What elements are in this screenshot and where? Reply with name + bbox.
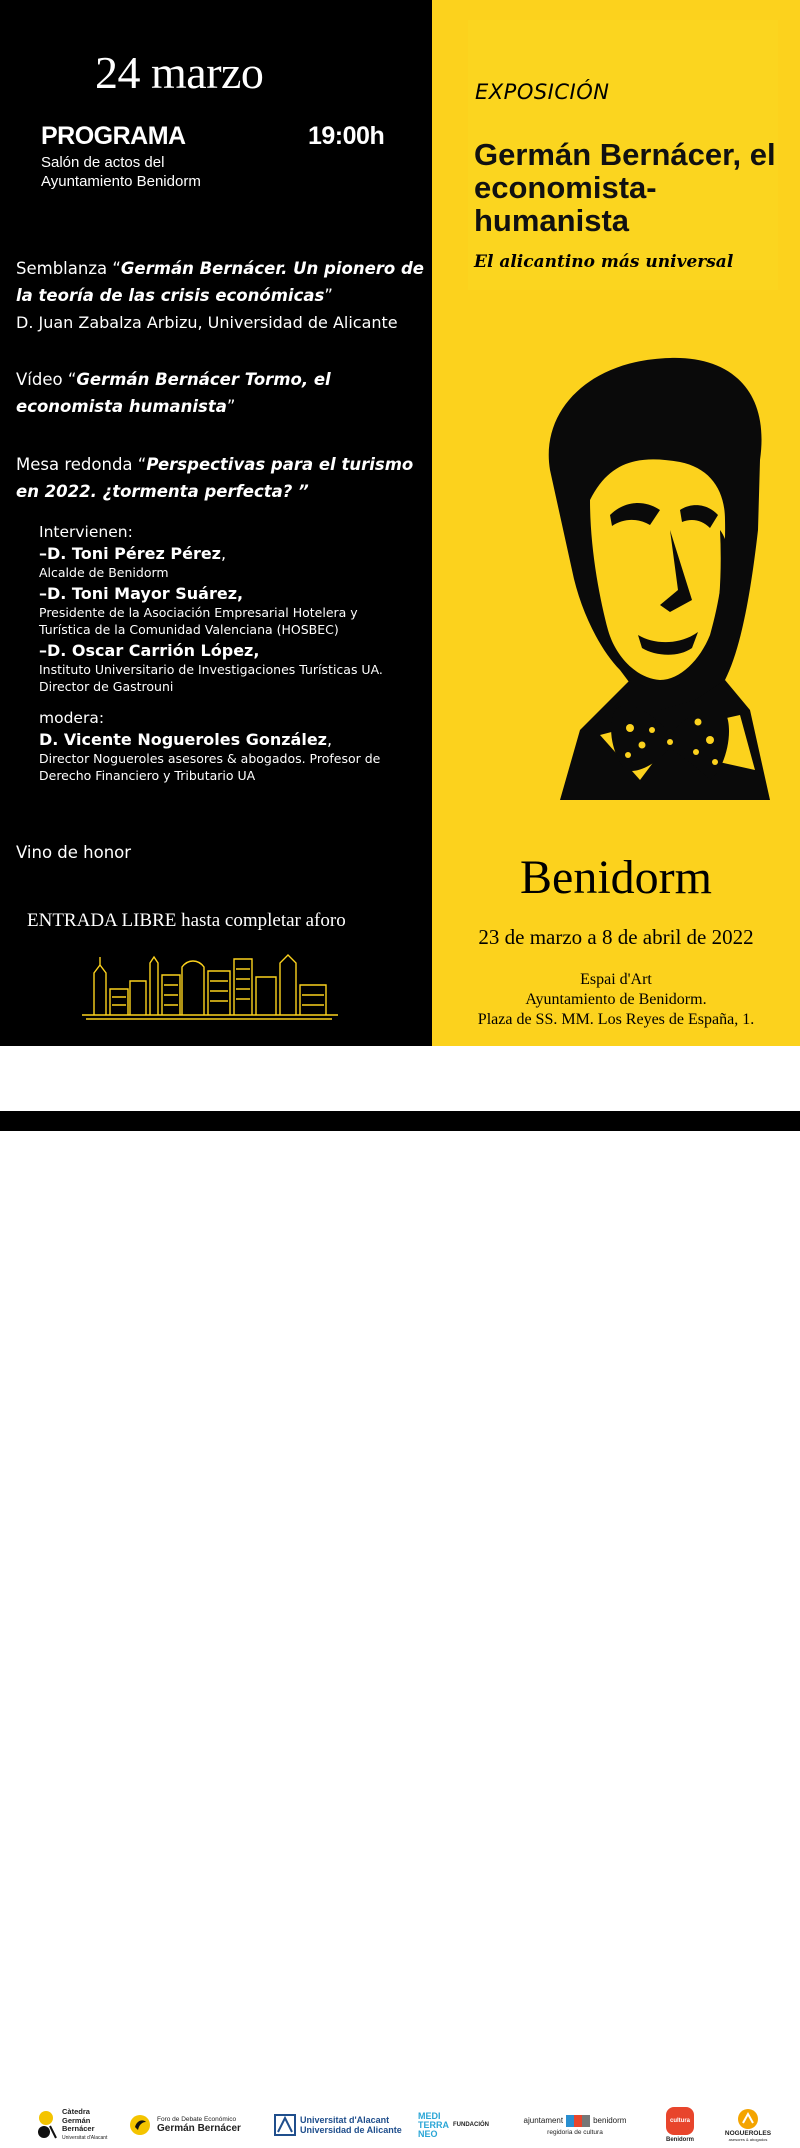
event-date: 24 marzo	[95, 47, 264, 98]
ua-icon	[274, 2114, 296, 2136]
speaker-name: –D. Toni Pérez Pérez	[39, 544, 221, 563]
logo-text: NOGUEROLES	[724, 2130, 772, 2137]
cultura-logo	[660, 2102, 700, 2148]
exhibition-title: Germán Bernácer, el economista-humanista	[474, 137, 776, 238]
speaker	[39, 640, 424, 695]
item-suffix: ”	[226, 397, 236, 416]
item-title: Germán Bernácer Tormo, el economista humanista	[16, 370, 331, 416]
speaker-role: Presidente de la Asociación Empresarial Hotelera y Turística de la Comunidad Valenciana (HOSBEC)	[39, 605, 358, 637]
moderator-name-suffix: ,	[326, 730, 333, 749]
item-prefix: Vídeo “	[16, 370, 77, 389]
city-name: Benidorm	[520, 851, 712, 904]
nogueroles-icon	[737, 2108, 759, 2130]
foro-logo	[128, 2102, 260, 2148]
logo-text: ajuntament	[523, 2116, 564, 2125]
item-prefix: Mesa redonda “	[16, 455, 147, 474]
logo-text: Germán	[62, 2115, 91, 2125]
speaker-name: –D. Toni Mayor Suárez,	[39, 584, 244, 603]
logo-text: Benidorm	[665, 2137, 694, 2143]
logo-text: asesores & abogados	[728, 2137, 768, 2142]
logo-text: TERRA	[418, 2119, 449, 2130]
logo-text: Càtedra	[62, 2107, 90, 2116]
program-item-video	[16, 366, 426, 420]
logo-text: NEO	[418, 2128, 438, 2139]
catedra-logo	[36, 2102, 118, 2148]
speaker	[39, 543, 424, 581]
item-prefix: Semblanza “	[16, 259, 121, 278]
logo-text: Germán Bernácer	[157, 2123, 241, 2134]
event-time: 19:00h	[308, 122, 385, 150]
vino-de-honor: Vino de honor	[16, 843, 132, 862]
sponsors-footer	[0, 1046, 800, 2143]
bottom-strip	[0, 1111, 800, 1131]
item-title: Germán Bernácer. Un pionero de la teoría de las crisis económicas	[16, 259, 424, 305]
logo-text: benidorm	[593, 2116, 627, 2125]
catedra-icon	[36, 2108, 58, 2142]
ua-logo	[274, 2102, 404, 2148]
item-title: Perspectivas para el turismo en 2022. ¿tormenta perfecta? ”	[16, 455, 414, 501]
place-line: Espai d'Art	[580, 971, 652, 988]
logo-text: FUNDACIÓN	[453, 2122, 489, 2128]
speaker-role: Instituto Universitario de Investigaciones Turísticas UA. Director de Gastrouni	[39, 662, 383, 694]
german-bernacer-portrait-illustration	[520, 350, 800, 800]
exhibition-dates: 23 de marzo a 8 de abril de 2022	[478, 925, 754, 949]
speaker-name: –D. Oscar Carrión López,	[39, 641, 260, 660]
entrada-libre: ENTRADA LIBRE hasta completar aforo	[27, 910, 346, 931]
place-line: Ayuntamiento de Benidorm.	[525, 991, 707, 1008]
program-item-mesa	[16, 451, 426, 505]
logo-text: Bernácer	[62, 2124, 95, 2133]
logo-text: Foro de Debate Económico	[157, 2116, 237, 2123]
speaker	[39, 583, 424, 638]
venue-line: Ayuntamiento Benidorm	[41, 173, 201, 190]
moderator-name: D. Vicente Nogueroles González	[39, 730, 327, 749]
speaker-name-suffix: ,	[221, 544, 227, 563]
program-panel	[0, 0, 432, 1046]
logo-text: Universitat d'Alacant	[300, 2115, 390, 2125]
modera-label: modera:	[39, 709, 105, 727]
ajuntament-icon	[566, 2115, 590, 2127]
moderator-role: Director Nogueroles asesores & abogados. Profesor de Derecho Financiero y Tributario UA	[39, 751, 381, 783]
intervienen-label: Intervienen:	[39, 523, 133, 541]
item-suffix: ”	[324, 286, 333, 305]
place-line: Plaza de SS. MM. Los Reyes de España, 1.	[477, 1011, 755, 1028]
foro-icon	[128, 2113, 152, 2137]
ajuntament-logo	[510, 2102, 640, 2148]
logo-text: cultura	[666, 2107, 694, 2135]
logo-text: MEDI	[418, 2110, 441, 2121]
logo-text: Universitat d'Alacant	[62, 2134, 108, 2141]
logo-text: regidoria de cultura	[547, 2128, 603, 2136]
speakers-list	[39, 521, 424, 784]
nogueroles-logo	[718, 2102, 778, 2148]
benidorm-skyline-illustration	[80, 945, 340, 1020]
venue-line: Salón de actos del	[41, 154, 165, 171]
program-item-semblanza	[16, 255, 426, 336]
item-detail: D. Juan Zabalza Arbizu, Universidad de Alicante	[16, 313, 398, 332]
expo-label: EXPOSICIÓN	[475, 80, 610, 104]
mediterraneo-logo	[418, 2102, 498, 2148]
venue	[41, 153, 201, 191]
moderator	[39, 729, 424, 784]
logo-text: Universidad de Alicante	[300, 2125, 402, 2135]
speaker-role: Alcalde de Benidorm	[39, 565, 169, 580]
programa-heading: PROGRAMA	[41, 122, 186, 150]
exhibition-place	[432, 970, 800, 1030]
exhibition-subtitle: El alicantino más universal	[474, 252, 734, 272]
